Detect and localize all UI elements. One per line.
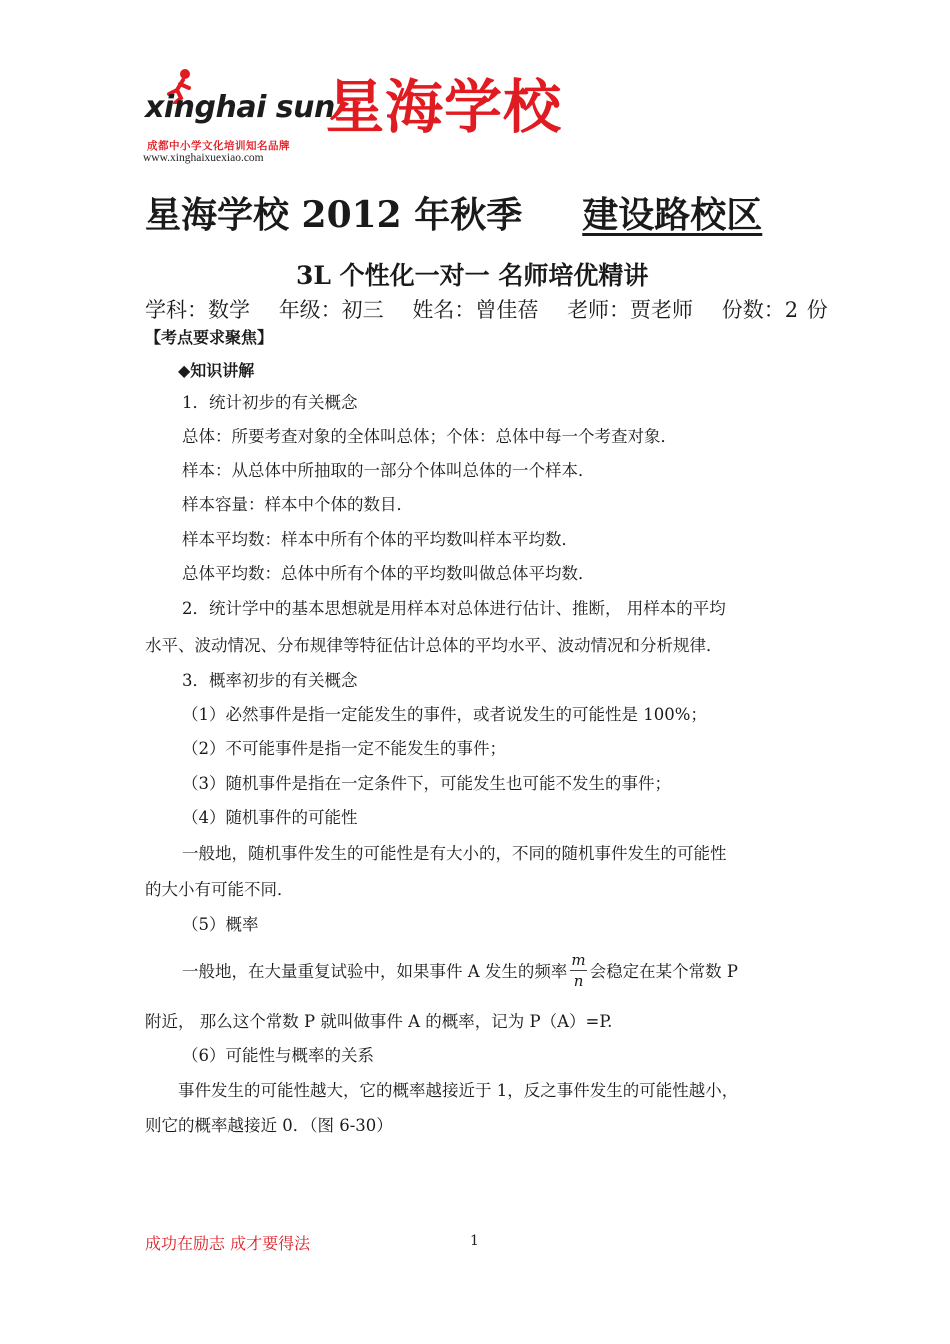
- document-title: [145, 196, 762, 236]
- paragraph-continued: 附近， 那么这个常数 P 就叫做事件 A 的概率，记为 P（A）=P.: [145, 1012, 613, 1031]
- paragraph: 样本平均数：样本中所有个体的平均数叫样本平均数．: [182, 530, 578, 549]
- page-number: 1: [470, 1233, 479, 1249]
- paragraph-continued: 水平、波动情况、分布规律等特征估计总体的平均水平、波动情况和分析规律．: [145, 636, 723, 655]
- logo-latin-text: xinghai sun: [145, 90, 335, 125]
- logo-chinese-text: 星海学校: [326, 73, 563, 141]
- footer-motto: 成功在励志 成才要得法: [145, 1234, 311, 1253]
- paragraph: （5）概率: [182, 915, 259, 934]
- title-text: 星海学校 2012 年秋季: [145, 194, 523, 236]
- info-name: 姓名：曾佳蓓: [412, 298, 539, 322]
- info-teacher: 老师：贾老师: [567, 298, 694, 322]
- info-subject: 学科：数学: [145, 298, 250, 322]
- frequency-fraction: [570, 950, 586, 991]
- paragraph: 2．统计学中的基本思想就是用样本对总体进行估计、推断， 用样本的平均: [182, 599, 726, 618]
- campus-name: 建设路校区: [582, 194, 763, 236]
- info-grade: 年级：初三: [278, 298, 384, 322]
- fraction-denominator: n: [573, 972, 584, 990]
- paragraph: 1．统计初步的有关概念: [182, 393, 358, 412]
- paragraph: 3．概率初步的有关概念: [182, 671, 358, 690]
- paragraph: 总体平均数：总体中所有个体的平均数叫做总体平均数．: [182, 564, 595, 583]
- paragraph-with-fraction: [182, 952, 738, 993]
- info-copies: 份数：2 份: [721, 298, 828, 322]
- fraction-numerator: m: [571, 951, 586, 969]
- school-logo: [143, 66, 593, 170]
- student-info-line: [145, 294, 828, 324]
- paragraph: 样本：从总体中所抽取的一部分个体叫总体的一个样本．: [182, 461, 595, 480]
- paragraph: （3）随机事件是指在一定条件下，可能发生也可能不发生的事件；: [182, 774, 671, 793]
- paragraph: （2）不可能事件是指一定不能发生的事件；: [182, 739, 506, 758]
- section-heading: 【考点要求聚焦】: [145, 328, 274, 347]
- logo-tagline: 成都中小学文化培训知名品牌: [147, 140, 290, 152]
- paragraph: （1）必然事件是指一定能发生的事件，或者说发生的可能性是 100%；: [182, 705, 707, 724]
- fraction-lead-text: 一般地，在大量重复试验中，如果事件 A 发生的频率: [182, 962, 568, 981]
- section-subheading: ◆知识讲解: [178, 361, 255, 380]
- paragraph-continued: 的大小有可能不同．: [145, 880, 294, 899]
- paragraph: 总体：所要考查对象的全体叫总体；个体：总体中每一个考查对象．: [182, 427, 677, 446]
- paragraph: （4）随机事件的可能性: [182, 808, 358, 827]
- paragraph-continued: 则它的概率越接近 0．（图 6-30）: [145, 1116, 393, 1135]
- paragraph: 事件发生的可能性越大，它的概率越接近于 1，反之事件发生的可能性越小，: [178, 1081, 739, 1100]
- fraction-trail-text: 会稳定在某个常数 P: [589, 962, 738, 981]
- paragraph: （6）可能性与概率的关系: [182, 1046, 374, 1065]
- logo-url: www.xinghaixuexiao.com: [143, 152, 264, 164]
- document-subtitle: 3L 个性化一对一 名师培优精讲: [296, 261, 649, 290]
- paragraph: 样本容量：样本中个体的数目．: [182, 495, 413, 514]
- paragraph: 一般地，随机事件发生的可能性是有大小的，不同的随机事件发生的可能性: [182, 844, 727, 863]
